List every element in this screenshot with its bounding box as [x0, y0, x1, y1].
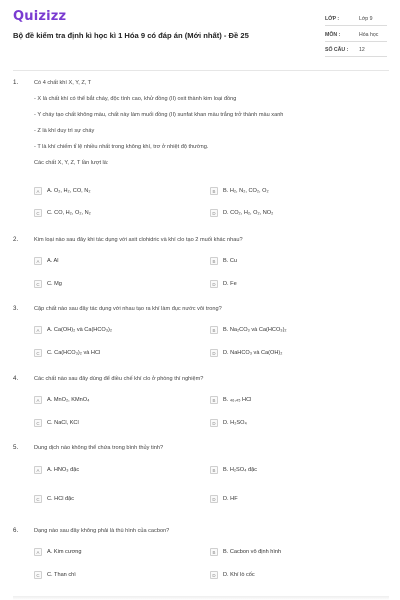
option-d[interactable]: [210, 570, 255, 580]
question-1: [13, 79, 389, 214]
option-row: [34, 256, 384, 266]
option-d[interactable]: [210, 418, 247, 428]
option-text: A. MnO₂, KMnO₄: [47, 397, 90, 403]
option-letter-badge: B: [210, 396, 218, 404]
option-text: C. NaCl, KCl: [47, 420, 79, 426]
option-c[interactable]: [34, 494, 74, 504]
option-a[interactable]: [34, 395, 89, 405]
option-text: B. Cu: [223, 258, 237, 264]
question-line: Kim loại nào sau đây khi tác dụng với axit clohidric và khí clo tạo 2 muối khác nhau?: [34, 237, 243, 243]
option-row: [34, 325, 384, 335]
option-letter-badge: A: [34, 548, 42, 556]
option-letter-badge: D: [210, 419, 218, 427]
option-text: C. CO, H₂, O₂, N₂: [47, 210, 91, 216]
option-letter-badge: B: [210, 466, 218, 474]
option-row: [34, 494, 384, 504]
option-letter-badge: D: [210, 349, 218, 357]
option-d[interactable]: [210, 348, 282, 358]
question-number: 5.: [13, 444, 19, 451]
option-c[interactable]: [34, 570, 76, 580]
option-text: B. Cacbon vô định hình: [223, 549, 282, 555]
question-line: Có 4 chất khí X, Y, Z, T: [34, 80, 92, 86]
question-text: [34, 305, 384, 321]
option-row: [34, 208, 384, 218]
question-text: [34, 79, 384, 175]
option-letter-badge: B: [210, 187, 218, 195]
option-text: D. Khí lò cốc: [223, 572, 255, 578]
option-d[interactable]: [210, 279, 237, 289]
question-line: Các chất X, Y, Z, T lần lượt là:: [34, 160, 109, 166]
option-c[interactable]: [34, 348, 100, 358]
page-bottom-edge: [13, 596, 389, 600]
option-a[interactable]: [34, 186, 91, 196]
option-text: D. H₂SO₄: [223, 420, 247, 426]
question-text: [34, 375, 384, 391]
option-row: [34, 279, 384, 289]
question-number: 3.: [13, 305, 19, 312]
option-b[interactable]: [210, 465, 257, 475]
option-text: A. Ca(OH)₂ và Ca(HCO₃)₂: [47, 327, 113, 333]
option-text: B. ₄₆,₄₅ HCl: [223, 397, 252, 403]
question-line: Dung dịch nào không thể chứa trong bình thủy tinh?: [34, 445, 164, 451]
question-number: 2.: [13, 236, 19, 243]
option-c[interactable]: [34, 418, 79, 428]
question-text: [34, 236, 384, 252]
meta-subject: [325, 32, 387, 42]
option-a[interactable]: [34, 256, 59, 266]
quizizz-logo: Quizizz: [13, 9, 67, 24]
question-text: [34, 444, 384, 460]
option-letter-badge: A: [34, 466, 42, 474]
option-b[interactable]: [210, 547, 281, 557]
question-5: [13, 444, 389, 506]
option-b[interactable]: [210, 256, 237, 266]
option-letter-badge: C: [34, 209, 42, 217]
question-line: Cặp chất nào sau đây tác dụng với nhau tạo ra khí làm đục nước vôi trong?: [34, 306, 222, 312]
header-divider: [13, 70, 389, 71]
option-a[interactable]: [34, 547, 81, 557]
option-text: C. Than chì: [47, 572, 76, 578]
option-text: A. O₂, H₂, CO, N₂: [47, 188, 91, 194]
meta-question-count: [325, 47, 387, 57]
option-row: [34, 348, 384, 358]
option-letter-badge: A: [34, 187, 42, 195]
option-d[interactable]: [210, 208, 273, 218]
meta-subject-value: Hóa học: [359, 32, 379, 38]
meta-question-count-value: 12: [359, 47, 365, 53]
option-text: B. Na₂CO₃ và Ca(HCO₃)₂: [223, 327, 287, 333]
option-letter-badge: B: [210, 257, 218, 265]
option-a[interactable]: [34, 465, 79, 475]
option-d[interactable]: [210, 494, 238, 504]
question-3: [13, 305, 389, 360]
meta-grade-label: LỚP :: [325, 16, 340, 22]
document-title: Bộ đề kiểm tra định kì học kì 1 Hóa 9 có đáp án (Mới nhất) - Đề 25: [13, 31, 249, 40]
meta-subject-label: MÔN :: [325, 32, 341, 38]
option-row: [34, 186, 384, 196]
option-b[interactable]: [210, 186, 269, 196]
meta-question-count-label: SỐ CÂU :: [325, 47, 349, 53]
option-text: C. Ca(HCO₃)₂ và HCl: [47, 350, 101, 356]
option-letter-badge: C: [34, 419, 42, 427]
question-line: - Y cháy tạo chất không màu, chất này làm muối đồng (II) sunfat khan màu trắng trở thành màu xanh: [34, 112, 284, 118]
question-4: [13, 375, 389, 430]
option-text: D. Fe: [223, 281, 237, 287]
option-text: D. HF: [223, 496, 238, 502]
option-letter-badge: A: [34, 396, 42, 404]
option-a[interactable]: [34, 325, 112, 335]
question-text: [34, 527, 384, 543]
option-text: A. Al: [47, 258, 59, 264]
option-text: A. HNO₃ đặc: [47, 467, 80, 473]
option-text: A. Kim cương: [47, 549, 82, 555]
question-2: [13, 236, 389, 291]
option-c[interactable]: [34, 279, 62, 289]
option-letter-badge: C: [34, 349, 42, 357]
option-letter-badge: D: [210, 280, 218, 288]
option-row: [34, 547, 384, 557]
question-number: 1.: [13, 79, 19, 86]
option-text: C. Mg: [47, 281, 62, 287]
option-letter-badge: B: [210, 548, 218, 556]
question-line: - Z là khí duy trì sự cháy: [34, 128, 95, 134]
option-row: [34, 418, 384, 428]
option-letter-badge: A: [34, 257, 42, 265]
meta-grade-value: Lớp 9: [359, 16, 373, 22]
option-letter-badge: D: [210, 571, 218, 579]
option-text: D. NaHCO₃ và Ca(OH)₂: [223, 350, 283, 356]
option-row: [34, 395, 384, 405]
question-line: Các chất nào sau đây dùng để điều chế khí clo ở phòng thí nghiệm?: [34, 376, 204, 382]
question-line: Dạng nào sau đây không phải là thù hình của cacbon?: [34, 528, 170, 534]
option-c[interactable]: [34, 208, 91, 218]
question-line: - X là chất khí có thể bắt cháy, độc tính cao, khử đồng (II) oxit thành kim loại đồng: [34, 96, 237, 102]
option-b[interactable]: [210, 395, 251, 405]
worksheet-header: [0, 0, 400, 66]
meta-grade: [325, 16, 387, 26]
option-row: [34, 465, 384, 475]
option-letter-badge: C: [34, 280, 42, 288]
option-text: B. H₂, N₂, CO₂, O₂: [223, 188, 269, 194]
option-text: D. CO₂, H₂, O₂, NO₂: [223, 210, 274, 216]
option-letter-badge: D: [210, 495, 218, 503]
question-number: 4.: [13, 375, 19, 382]
option-letter-badge: C: [34, 571, 42, 579]
option-text: B. H₂SO₄ đặc: [223, 467, 257, 473]
option-row: [34, 570, 384, 580]
option-text: C. HCl đặc: [47, 496, 75, 502]
question-6: [13, 527, 389, 582]
option-b[interactable]: [210, 325, 287, 335]
question-number: 6.: [13, 527, 19, 534]
option-letter-badge: A: [34, 326, 42, 334]
question-line: - T là khí chiếm tỉ lệ nhiều nhất trong không khí, trơ ở nhiệt độ thường.: [34, 144, 209, 150]
option-letter-badge: B: [210, 326, 218, 334]
option-letter-badge: C: [34, 495, 42, 503]
option-letter-badge: D: [210, 209, 218, 217]
